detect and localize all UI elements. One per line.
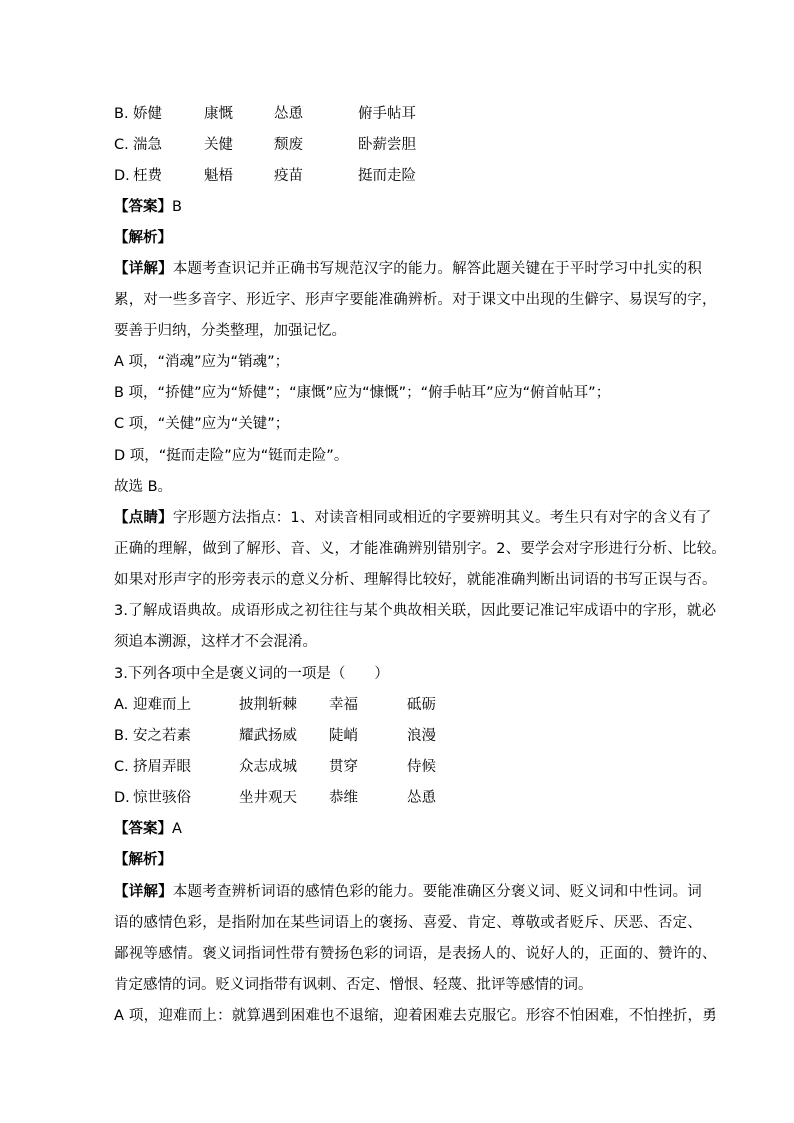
detail-tag: 【详解】: [114, 261, 173, 277]
detail-line: 要善于归纳，分类整理，加强记忆。: [114, 323, 346, 339]
option-key: A.: [114, 697, 129, 713]
tips-line: 须追本溯源，这样才不会混淆。: [114, 634, 317, 650]
option-key: C.: [114, 759, 129, 775]
option-key: C.: [114, 137, 129, 153]
tips-line: 正确的理解，做到了解形、音、义，才能准确辨别错别字。2、要学会对字形进行分析、比较。: [114, 541, 727, 557]
answer-line: [114, 819, 182, 839]
detail-line: 语的感情色彩，是指附加在某些词语上的褒扬、喜爱、肯定、尊敬或者贬斥、厌恶、否定、: [114, 915, 702, 931]
question-3: 3.下列各项中全是褒义词的一项是（ ）: [114, 666, 389, 682]
option-word: 疫苗: [274, 168, 303, 184]
option-word: 湍急: [133, 137, 162, 153]
analysis-tag: 【解析】: [114, 230, 172, 246]
detail-line: 累，对一些多音字、形近字、形声字要能准确辨析。对于课文中出现的生僻字、易误写的字，: [114, 292, 717, 308]
option-word: 砥砺: [407, 697, 436, 713]
option-word: 关健: [204, 137, 233, 153]
detail-line: [114, 882, 702, 902]
analysis-tag: 【解析】: [114, 852, 172, 868]
option-key: D.: [114, 790, 130, 806]
option-word: 贯穿: [329, 759, 358, 775]
explanation-item: A 项，“消魂”应为“销魂”；: [114, 354, 290, 370]
option-word: 枉费: [133, 168, 162, 184]
option-word: 迎难而上: [133, 697, 191, 713]
conclusion: 故选 B。: [114, 479, 173, 495]
tips-tag: 【点睛】: [114, 510, 173, 526]
analysis-heading: [114, 228, 172, 248]
option-word: 侍候: [407, 759, 436, 775]
explanation-item: D 项，“挺而走险”应为“铤而走险”。: [114, 448, 349, 464]
option-word: 挺而走险: [358, 168, 416, 184]
option-word: 浪漫: [407, 728, 436, 744]
answer-line: [114, 197, 182, 217]
tips-line: 3.了解成语典故。成语形成之初往往与某个典故相关联，因此要记准记牢成语中的字形，就必: [114, 603, 717, 619]
option-word: 幸福: [329, 697, 358, 713]
option-word: 挤眉弄眼: [133, 759, 191, 775]
detail-tag: 【详解】: [114, 884, 173, 900]
answer-tag: 【答案】: [114, 199, 172, 215]
option-word: 众志成城: [239, 759, 297, 775]
option-word: 康慨: [204, 106, 233, 122]
answer-value: B: [172, 199, 182, 215]
option-word: 披荆斩棘: [239, 697, 297, 713]
option-word: 怂恿: [274, 106, 303, 122]
explanation-item: B 项，“挢健”应为“矫健”；“康慨”应为“慷慨”；“俯手帖耳”应为“俯首帖耳”；: [114, 385, 611, 401]
analysis-heading: [114, 850, 172, 870]
detail-line: 鄙视等感情。褒义词指词性带有赞扬色彩的词语，是表扬人的、说好人的，正面的、赞许的、: [114, 946, 717, 962]
option-word: 颓废: [274, 137, 303, 153]
detail-text: 本题考查辨析词语的感情色彩的能力。要能准确区分褒义词、贬义词和中性词。词: [172, 884, 703, 900]
detail-line: A 项，迎难而上：就算遇到困难也不退缩，迎着困难去克服它。形容不怕困难，不怕挫折，勇: [114, 1008, 717, 1024]
option-key: B.: [114, 106, 129, 122]
detail-text: 本题考查识记并正确书写规范汉字的能力。解答此题关键在于平时学习中扎实的积: [172, 261, 703, 277]
option-word: 陡峭: [329, 728, 358, 744]
tips-text: 字形题方法指点：1、对读音相同或相近的字要辨明其义。考生只有对字的含义有了: [172, 510, 712, 526]
explanation-item: C 项，“关健”应为“关键”；: [114, 416, 290, 432]
option-key: B.: [114, 728, 129, 744]
option-word: 惊世骇俗: [133, 790, 191, 806]
option-key: D.: [114, 168, 130, 184]
option-word: 耀武扬威: [239, 728, 297, 744]
option-word: 娇健: [133, 106, 162, 122]
option-word: 俯手帖耳: [358, 106, 416, 122]
option-word: 坐井观天: [239, 790, 297, 806]
option-word: 安之若素: [133, 728, 191, 744]
option-word: 怂恿: [407, 790, 436, 806]
tips-line: [114, 508, 711, 528]
tips-line: 如果对形声字的形旁表示的意义分析、理解得比较好，就能准确判断出词语的书写正误与否。: [114, 572, 717, 588]
option-word: 卧薪尝胆: [358, 137, 416, 153]
detail-line: 肯定感情的词。贬义词指带有讽刺、否定、憎恨、轻蔑、批评等感情的词。: [114, 977, 593, 993]
answer-tag: 【答案】: [114, 821, 172, 837]
answer-value: A: [172, 821, 182, 837]
option-word: 恭维: [329, 790, 358, 806]
option-word: 魁梧: [204, 168, 233, 184]
detail-line: [114, 259, 702, 279]
